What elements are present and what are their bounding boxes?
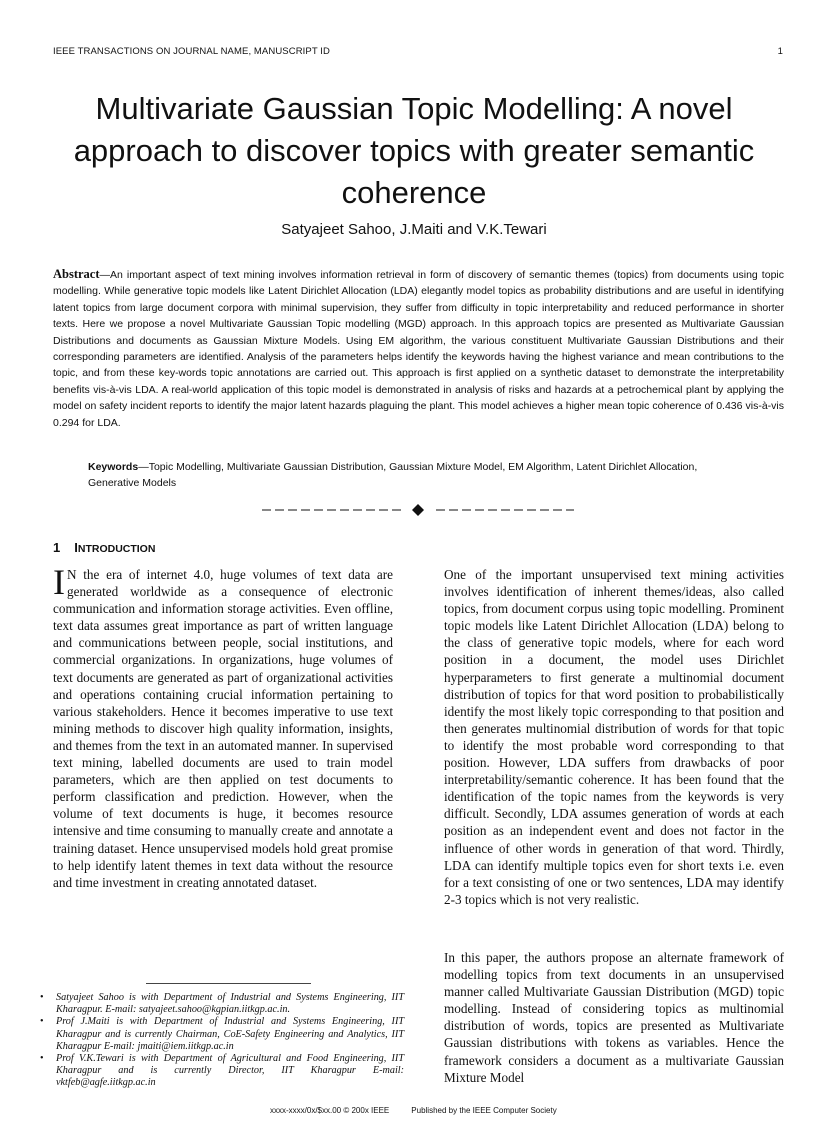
footnote-text: Prof V.K.Tewari is with Department of Agricultural and Food Engineering, IIT Kharagpur and is currently Director, IIT Kharagpur E-mail: vktfeb@agfe.iitkgp.ac.in [56,1053,404,1089]
footnote-item [40,1053,404,1090]
section-initial: I [74,540,78,555]
bullet-icon: • [40,992,44,1003]
section-divider [262,500,574,520]
authors: Satyajeet Sahoo, J.Maiti and V.K.Tewari [281,221,547,238]
journal-name: IEEE TRANSACTIONS ON JOURNAL NAME, MANUSCRIPT ID [53,46,330,57]
abstract-label: Abstract [53,267,100,281]
bullet-icon: • [40,1016,44,1028]
body-paragraph-left [53,562,393,891]
abstract-text: —An important aspect of text mining involves information retrieval in form of discovery of semantic themes (topics) from documents using topic modelling. While generative topic models like Latent Dirichlet Allocation (LDA) elegantly model topics as probability distributions and are useful in identifying latent topics from large document corpora with minimal supervision, they suffer from difficulty in topic interpretability and reduced performance in shorter texts. Here we propose a novel Multivariate Gaussian Topic modelling (MGD) approach. In this approach topics are presented as Multivariate Gaussian Distributions and documents as Gaussian Mixture Models. Using EM algorithm, the various constituent Multivariate Gaussian Distributions and their corresponding parameters are identified. Analysis of the parameters helps identify the keywords having the highest variance and mean contributions to the topic, and from these key-words topic annotations are carried out. This approach is first applied on a synthetic dataset to demonstrate the interpretability benefits vis-à-vis LDA. A real-world application of this topic model is demonstrated in analysis of risks and hazards at a petrochemical plant by applying the model on safety incident reports to identify the major latent hazards plaguing the plant. This model achieves a higher mean topic coherence of 0.436 vis-à-vis 0.294 for LDA. [53,269,784,429]
drop-cap: I [53,562,65,602]
body-paragraph-right-2: In this paper, the authors propose an alternate framework of modelling topics from text documents in an unsupervised manner called Multivariate Gaussian Distribution (MGD) topic modelling. Instead of considering topics as multinomial distribution of words, topics are presented as Multivariate Gaussian distributions with tokens as variables. Hence the framework considers a document as a multivariate Gaussian Mixture Model [444,950,784,1085]
section-heading [53,540,155,555]
footnote-item [40,1016,404,1053]
section-number: 1 [53,540,61,555]
footnotes [40,992,404,1090]
abstract [53,266,784,431]
page-footer [270,1106,557,1115]
footer-publisher: Published by the IEEE Computer Society [411,1106,557,1115]
footnote-text: Satyajeet Sahoo is with Department of Industrial and Systems Engineering, IIT Kharagpur. E-mail: satyajeet.sahoo@kgpian.iitkgp.ac.in. [56,992,404,1016]
footer-code: xxxx-xxxx/0x/$xx.00 © 200x IEEE [270,1106,390,1115]
page-number: 1 [777,46,783,57]
footnote-rule [146,983,311,984]
footnote-item [40,992,404,1016]
section-title-rest: NTRODUCTION [77,543,156,555]
body-paragraph-right-1: One of the important unsupervised text mining activities involves identification of inherent themes/ideas, also called topics, from document corpus using topic modelling. Prominent topic models like Latent Dirichlet Allocation (LDA) belong to the class of generative topic models, where for each word position in a document, the model uses Dirichlet hyperparameters to first generate a multinomial document distribution of topics for that word position to probabilistically identify the most likely topic corresponding to that position and then generates multinomial distribution of words for that topic to identify the most probable word corresponding to that position. However, LDA suffers from drawbacks of poor interpretability/semantic coherence. It has been found that the identification of the topic names from the keywords is very difficult. Secondly, LDA assumes generation of words at each position as an independent event and does not factor in the influence of other words in generation of that word. Thirdly, LDA can identify multiple topics even for short texts i.e. even for a text consisting of one or two sentences, LDA may identify 2-3 topics which is not very realistic. [444,567,784,907]
bullet-icon: • [40,1053,44,1065]
body-text: N the era of internet 4.0, huge volumes of text data are generated worldwide as a consequence of electronic communication and information storage activities. Even offline, text data assumes great importance as part of written language and communications between people, social institutions, and commercial organizations. In organizations, huge volumes of text documents are generated as part of organizational activities and operations containing crucial information pertaining to various stakeholders. Hence it becomes imperative to use text mining methods to discover high quality information, insights, and themes from the text in an automated manner. In supervised text mining, labelled documents are used to train model parameters, which are then applied on test documents to perform classification and prediction. However, when the volume of text documents is huge, it becomes resource intensive and time consuming to manually create and annotate a training dataset. Hence unsupervised models hold great promise to help identify latent themes in text data without the resource and time investment in creating annotated dataset. [53,567,393,890]
keywords-text: —Topic Modelling, Multivariate Gaussian Distribution, Gaussian Mixture Model, EM Algorithm, Latent Dirichlet Allocation, Generative Models [88,461,698,490]
paper-title: Multivariate Gaussian Topic Modelling: A novel approach to discover topics with greater semantic coherence [73,91,755,210]
running-head [53,46,783,57]
footnote-text: Prof J.Maiti is with Department of Industrial and Systems Engineering, IIT Kharagpur and is currently Chairman, CoE-Safety Engineering and Analytics, IIT Kharagpur E-mail: jmaiti@iem.iitkgp.ac.in [56,1016,404,1052]
keywords-label: Keywords [88,461,139,473]
keywords [88,459,748,492]
diamond-icon [412,504,424,516]
